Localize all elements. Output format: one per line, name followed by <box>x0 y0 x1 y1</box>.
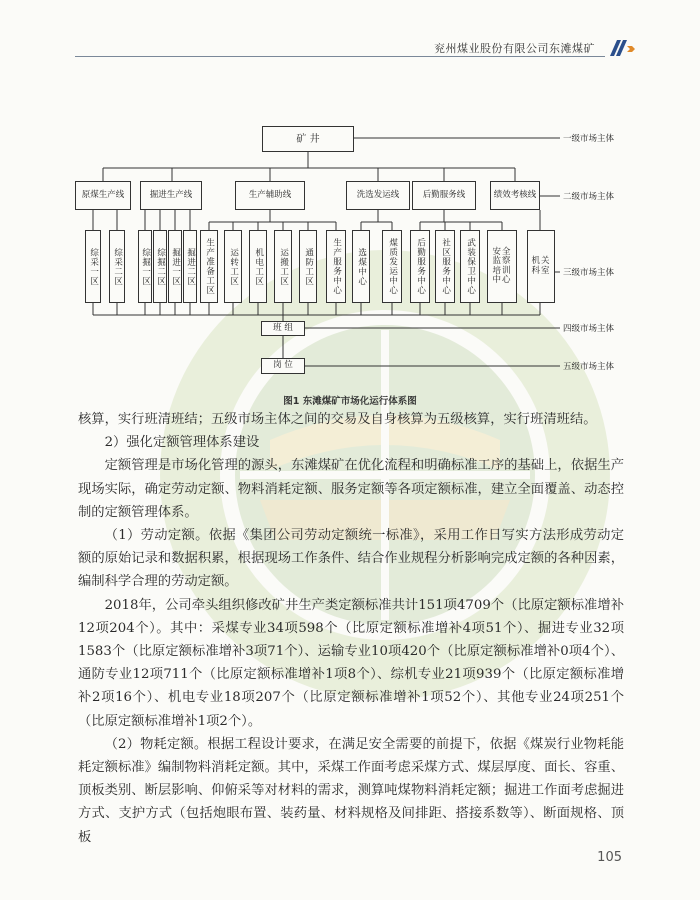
level3-box: 通防工区 <box>299 230 317 303</box>
level2-box: 掘进生产线 <box>140 181 202 210</box>
header-rule <box>75 56 605 57</box>
level3-box: 运转工区 <box>224 230 242 303</box>
level3-box: 后勤服务中心 <box>410 230 430 303</box>
level-label: 一级市场主体 <box>563 134 615 144</box>
header-title: 兖州煤业股份有限公司东滩煤矿 <box>434 42 595 55</box>
paragraph: 定额管理是市场化管理的源头，东滩煤矿在优化流程和明确标准工序的基础上，依据生产现场实际，确定劳动定额、物料消耗定额、服务定额等各项定额标准，建立全面覆盖、动态控制的定额管理体系。 <box>78 458 624 520</box>
level2-box: 原煤生产线 <box>75 181 131 210</box>
company-logo-icon <box>608 38 638 58</box>
level3-box: 煤质发运中心 <box>382 230 402 303</box>
level3-box: 综掘二区 <box>153 230 167 303</box>
level3-box: 综采二区 <box>109 230 125 303</box>
paragraph: （1）劳动定额。依据《集团公司劳动定额统一标准》，采用工作日写实方法形成劳动定额的原始记录和数据积累，根据现场工作条件、结合作业规程分析影响完成定额的各种因素，编制科学合理的劳动定额。 <box>78 528 624 590</box>
level3-box: 掘进二区 <box>183 230 197 303</box>
level5-post-box: 岗 位 <box>261 358 305 374</box>
section-heading: 2）强化定额管理体系建设 <box>104 435 260 451</box>
level3-box: 机关科室 <box>527 230 555 303</box>
paragraph: （2）物耗定额。根据工程设计要求，在满足安全需要的前提下，依据《煤炭行业物耗能耗定额标准》编制物料消耗定额。其中，采煤工作面考虑采煤方式、煤层厚度、面长、容重、顶板类别、断层影响、仰俯采等对材料的需求，测算吨煤物料消耗定额；掘进工作面考虑掘进方式、支护方式（包括炮眼布置、装药量、材料规格及间排距、搭接系数等）、断面规格、顶板 <box>78 736 624 845</box>
level-label: 二级市场主体 <box>563 192 615 202</box>
level3-box: 综掘一区 <box>138 230 152 303</box>
level3-box: 机电工区 <box>249 230 267 303</box>
paragraph: 核算，实行班清班结；五级市场主体之间的交易及自身核算为五级核算，实行班清班结。 <box>78 412 597 427</box>
level3-box: 社区服务中心 <box>435 230 455 303</box>
level2-box: 生产辅助线 <box>235 181 305 210</box>
page-header <box>0 0 700 66</box>
org-structure-diagram <box>0 120 700 400</box>
level3-box: 掘进一区 <box>168 230 182 303</box>
root-mine-box: 矿 井 <box>262 126 354 152</box>
level-label: 五级市场主体 <box>563 362 615 372</box>
level2-box: 绩效考核线 <box>490 181 540 210</box>
level2-box: 后勤服务线 <box>412 181 476 210</box>
level2-box: 洗选发运线 <box>346 181 410 210</box>
level-label: 三级市场主体 <box>563 268 615 278</box>
level3-box: 生产服务中心 <box>326 230 346 303</box>
level3-box: 运搬工区 <box>274 230 292 303</box>
level3-box: 选煤中心 <box>352 230 370 303</box>
level-label: 四级市场主体 <box>563 324 615 334</box>
diagram-connectors <box>0 120 700 400</box>
level3-box: 武装保卫中心 <box>460 230 480 303</box>
level3-box: 综采一区 <box>85 230 101 303</box>
level3-box: 生产准备工区 <box>200 230 218 303</box>
figure-caption: 图1 东滩煤矿市场化运行体系图 <box>283 396 417 407</box>
body-text <box>78 408 624 849</box>
page-number: 105 <box>597 850 622 865</box>
level4-team-box: 班 组 <box>261 321 305 336</box>
paragraph: 2018年，公司牵头组织修改矿井生产类定额标准共计151项4709个（比原定额标准增补12项204个）。其中：采煤专业34项598个（比原定额标准增补4项51个）、掘进专业32项1583个（比原定额标准增补3项71个）、运输专业10项420个（比原定额标准增补0项4个）、通防专业12项711个（比原定额标准增补1项8个）、综机专业21项939个（比原定额标准增补2项16个）、机电专业18项207个（比原定额标准增补1项52个）、其他专业24项251个（比原定额标准增补1项2个）。 <box>78 597 624 729</box>
level3-box: 安全监察培训中心 <box>487 230 517 303</box>
